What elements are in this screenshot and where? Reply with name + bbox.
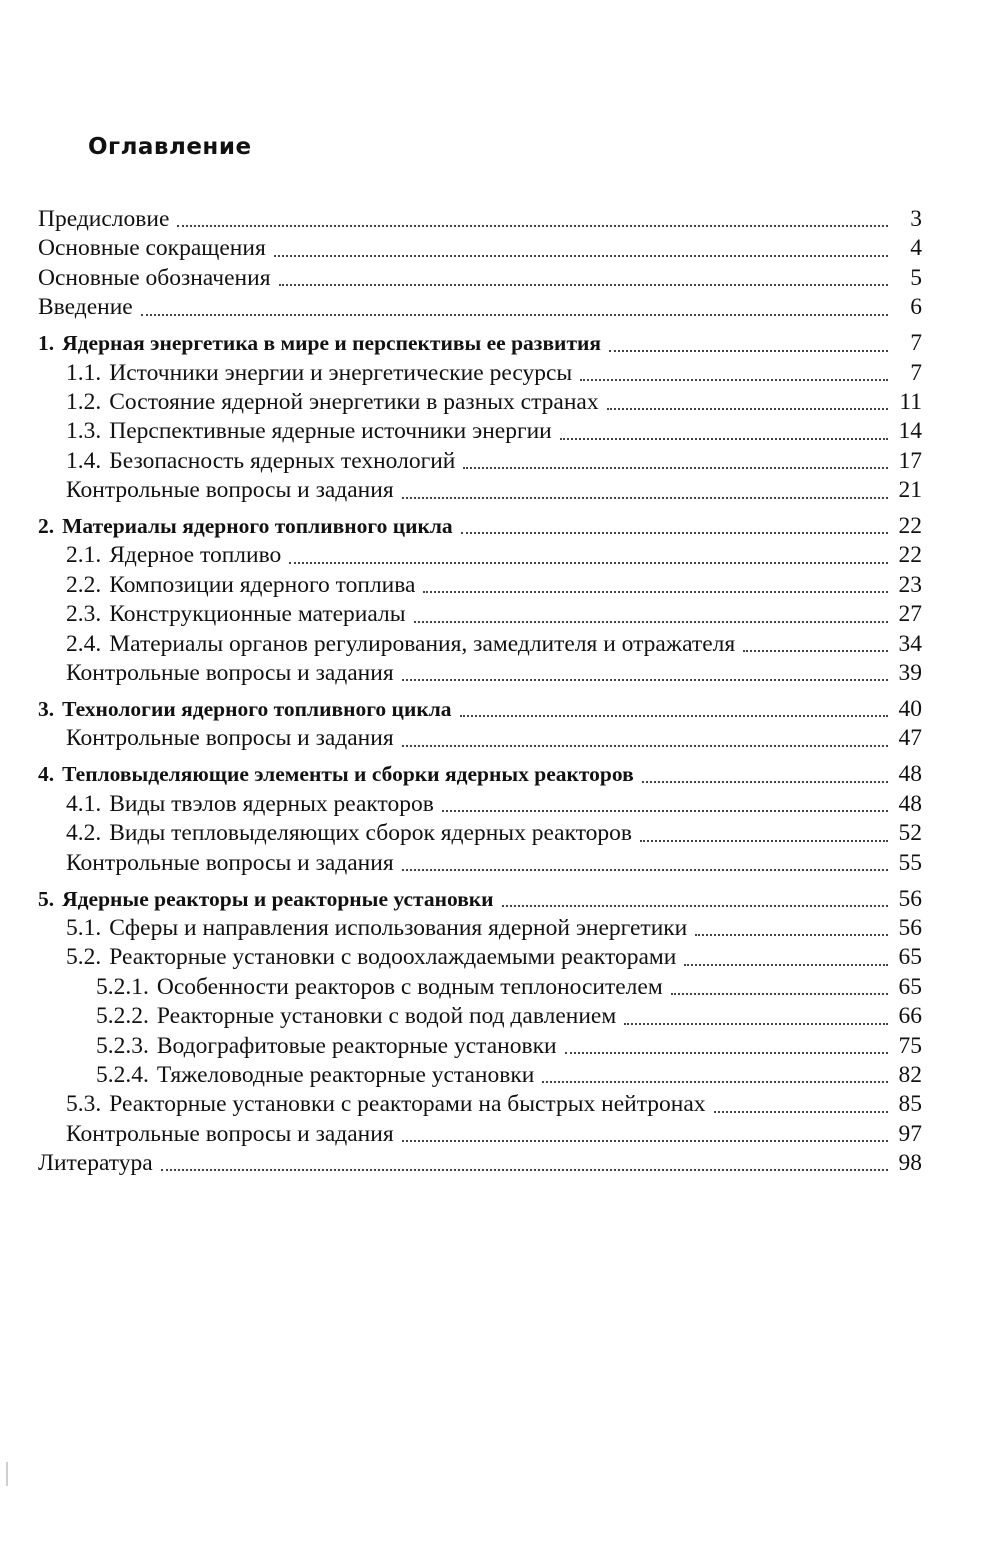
dot-leader [402,1140,888,1142]
toc-entry-page: 65 [898,944,922,971]
dot-leader [402,869,888,871]
dot-leader [695,934,888,936]
toc-entry-page: 82 [898,1061,922,1088]
toc-section[interactable] [38,659,922,688]
toc-section[interactable] [38,724,922,753]
toc-entry-title: Основные сокращения [38,235,266,262]
toc-entry-page: 22 [898,513,922,540]
toc-section[interactable] [38,476,922,505]
toc-entry-page: 17 [898,447,922,474]
toc-entry-page: 11 [899,388,922,415]
toc-entry-page: 22 [898,542,922,569]
toc-entry-page: 7 [910,359,922,386]
toc-entry-page: 39 [898,660,922,687]
toc-entry-page: 65 [898,973,922,1000]
toc-entry-page: 4 [910,235,922,262]
toc-entry-page: 56 [898,885,922,912]
dot-leader [609,350,888,352]
toc-entry[interactable] [38,264,922,293]
dot-leader [461,532,888,534]
toc-section[interactable] [38,571,922,600]
toc-chapter-3[interactable] [38,695,922,724]
dot-leader [565,1052,888,1054]
toc-entry-page: 23 [898,571,922,598]
toc-entry-page: 98 [898,1150,922,1177]
toc-entry-title: 5.2.3. Водографитовые реакторные установки [96,1032,557,1059]
dot-leader [442,810,888,812]
toc-entry-title: 2.1. Ядерное топливо [66,542,282,569]
toc-entry-title: 2.2. Композиции ядерного топлива [66,571,416,598]
dot-leader [402,497,888,499]
toc-entry-title: 4. Тепловыделяющие элементы и сборки ядерных реакторов [38,762,634,787]
toc-section[interactable] [38,914,922,943]
toc-entry-page: 66 [898,1003,922,1030]
dot-leader [542,1081,888,1083]
toc-entry-title: Основные обозначения [38,264,271,291]
toc-chapter-1[interactable] [38,329,922,358]
toc-entry-title: 1.1. Источники энергии и энергетические ресурсы [66,359,573,386]
toc-entry-page: 97 [898,1120,922,1147]
toc-entry-page: 85 [898,1091,922,1118]
dot-leader [141,314,888,316]
toc-section[interactable] [38,447,922,476]
toc-entry-title: Введение [38,294,133,321]
toc-entry-title: 5.2.1. Особенности реакторов с водным теплоносителем [96,973,663,1000]
toc-entry-page: 56 [898,914,922,941]
toc-entry-page: 75 [898,1032,922,1059]
toc-subsection[interactable] [38,1002,922,1031]
page-title: Оглавление [88,134,252,160]
toc-entry-title: 5.1. Сферы и направления использования ядерной энергетики [66,914,688,941]
dot-leader [714,1111,888,1113]
toc-section[interactable] [38,600,922,629]
toc-chapter-5[interactable] [38,885,922,914]
toc-entry-title: 5.2.2. Реакторные установки с водой под давлением [96,1003,617,1030]
toc-entry-page: 3 [910,206,922,232]
toc-entry-title: 5. Ядерные реакторы и реакторные установки [38,886,494,911]
toc-subsection[interactable] [38,1032,922,1061]
toc-chapter-2[interactable] [38,512,922,541]
dot-leader [560,438,888,440]
toc-entry-title: Предисловие [38,206,170,232]
toc-entry-page: 34 [898,630,922,657]
toc-entry-title: 1.2. Состояние ядерной энергетики в разных странах [66,388,599,415]
dot-leader [423,591,888,593]
toc-section[interactable] [38,359,922,388]
dot-leader [624,1023,888,1025]
toc-entry-title: 1.3. Перспективные ядерные источники энергии [66,418,552,445]
toc-entry[interactable] [38,293,922,322]
toc-entry-title: 4.1. Виды твэлов ядерных реакторов [66,790,434,817]
dot-leader [580,379,888,381]
toc-entry-title: 5.2. Реакторные установки с водоохлаждаемыми реакторами [66,944,677,971]
dot-leader [640,840,888,842]
dot-leader [607,408,888,410]
dot-leader [402,679,888,681]
toc-entry-title: Литература [38,1150,153,1177]
toc-section[interactable] [38,943,922,972]
toc-entry-title: Контрольные вопросы и задания [66,660,394,687]
dot-leader [460,715,888,717]
toc-entry-title: 3. Технологии ядерного топливного цикла [38,697,452,722]
toc-entry-title: 2. Материалы ядерного топливного цикла [38,514,453,539]
toc-entry[interactable] [38,1149,922,1178]
toc-subsection[interactable] [38,1061,922,1090]
dot-leader [289,562,888,564]
toc-subsection[interactable] [38,973,922,1002]
dot-leader [743,650,888,652]
toc-section[interactable] [38,1090,922,1119]
toc-entry-page: 52 [898,820,922,847]
table-of-contents [38,205,922,1178]
toc-entry-page: 14 [898,418,922,445]
toc-entry-page: 48 [898,761,922,788]
dot-leader [279,284,888,286]
toc-chapter-4[interactable] [38,760,922,789]
toc-entry-title: Контрольные вопросы и задания [66,849,394,876]
toc-entry-page: 7 [910,330,922,357]
toc-entry-page: 21 [898,477,922,504]
toc-entry-page: 5 [910,264,922,291]
toc-entry-page: 47 [898,725,922,752]
dot-leader [642,781,888,783]
toc-entry-title: Контрольные вопросы и задания [66,1120,394,1147]
toc-section[interactable] [38,790,922,819]
toc-entry-title: Контрольные вопросы и задания [66,477,394,504]
dot-leader [463,467,888,469]
dot-leader [274,255,888,257]
toc-entry-title: 1.4. Безопасность ядерных технологий [66,447,456,474]
toc-section[interactable] [38,541,922,570]
scan-margin-mark [6,1462,8,1486]
toc-entry-title: 5.2.4. Тяжеловодные реакторные установки [96,1061,535,1088]
toc-entry[interactable] [38,234,922,263]
toc-entry-title: 2.3. Конструкционные материалы [66,601,406,628]
toc-entry-page: 55 [898,849,922,876]
dot-leader [414,621,888,623]
toc-section[interactable] [38,819,922,848]
toc-entry-page: 6 [910,294,922,321]
toc-section[interactable] [38,1120,922,1149]
toc-entry-page: 48 [898,790,922,817]
dot-leader [684,964,888,966]
dot-leader [161,1169,888,1171]
toc-section[interactable] [38,849,922,878]
dot-leader [402,745,888,747]
toc-section[interactable] [38,388,922,417]
dot-leader [502,905,888,907]
toc-entry-title: 5.3. Реакторные установки с реакторами на быстрых нейтронах [66,1091,706,1118]
toc-entry-title: Контрольные вопросы и задания [66,725,394,752]
toc-section[interactable] [38,630,922,659]
toc-entry-page: 27 [898,601,922,628]
dot-leader [177,225,888,227]
toc-section[interactable] [38,417,922,446]
toc-entry-page: 40 [898,696,922,723]
toc-entry-title: 4.2. Виды тепловыделяющих сборок ядерных реакторов [66,820,632,847]
toc-entry[interactable] [38,205,922,234]
dot-leader [671,993,888,995]
toc-entry-title: 2.4. Материалы органов регулирования, замедлителя и отражателя [66,630,736,657]
toc-entry-title: 1. Ядерная энергетика в мире и перспективы ее развития [38,331,602,356]
